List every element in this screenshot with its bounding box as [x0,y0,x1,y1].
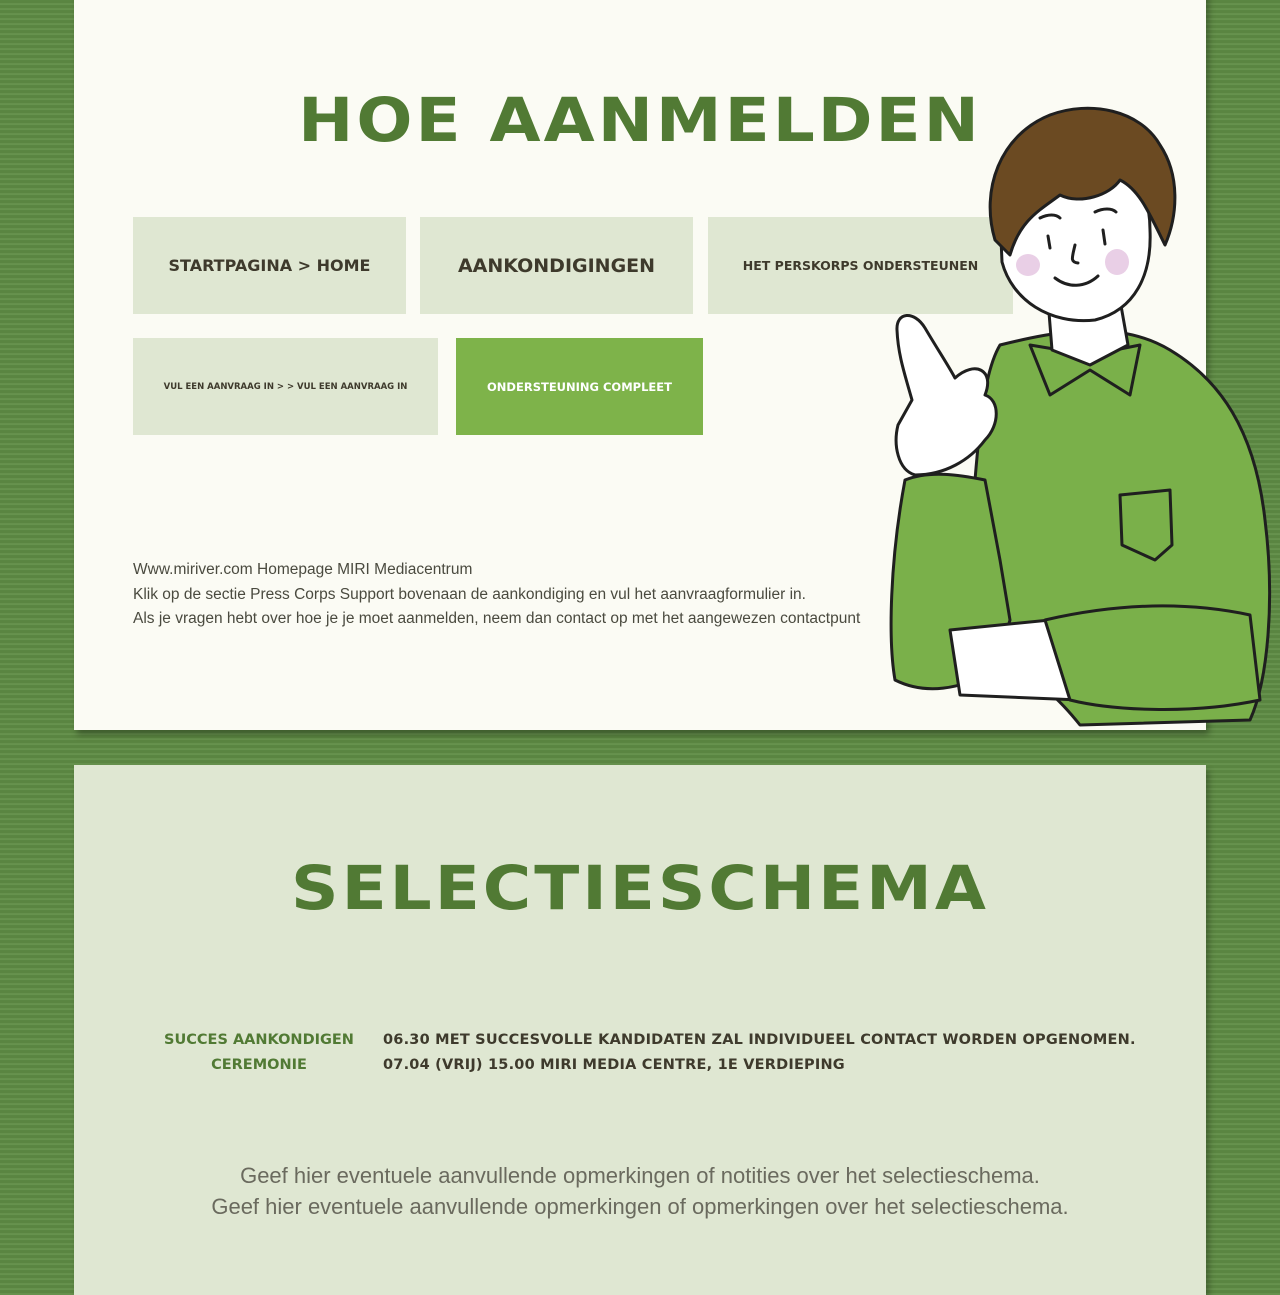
schedule-labels [150,1028,368,1078]
schedule-label: CEREMONIE [211,1057,307,1073]
instructions-text [133,558,860,632]
step-label: ONDERSTEUNING COMPLEET [487,379,672,394]
step-label: VUL EEN AANVRAAG IN > > VUL EEN AANVRAAG IN [163,381,408,392]
step-support-complete[interactable] [456,338,703,435]
step-fill-request[interactable] [133,338,438,435]
step-label: STARTPAGINA > HOME [168,256,371,275]
schedule-value: 07.04 (VRIJ) 15.00 MIRI MEDIA CENTRE, 1E VERDIEPING [383,1057,845,1073]
schedule-note: Geef hier eventuele aanvullende opmerkingen of notities over het selectieschema. [240,1163,1040,1188]
how-to-apply-title: HOE AANMELDEN [298,85,982,156]
step-home[interactable] [133,217,406,314]
man-pointing-illustration [880,95,1280,735]
schedule-label: SUCCES AANKONDIGEN [164,1032,354,1048]
instruction-line: Klik op de sectie Press Corps Support bovenaan de aankondiging en vul het aanvraagformulier in. [133,585,806,603]
schedule-values [383,1028,1136,1078]
step-label: AANKONDIGINGEN [457,254,656,277]
instruction-line: Www.miriver.com Homepage MIRI Mediacentrum [133,561,473,578]
step-announcements[interactable] [420,217,693,314]
step-label: HET PERSKORPS ONDERSTEUNEN [742,258,979,273]
instruction-line: Als je vragen hebt over hoe je je moet aanmelden, neem dan contact op met het aangewezen contactpunt [133,610,861,627]
schedule-note: Geef hier eventuele aanvullende opmerkingen of opmerkingen over het selectieschema. [211,1194,1069,1219]
schedule-notes [0,1160,1280,1222]
schedule-value: 06.30 MET SUCCESVOLLE KANDIDATEN ZAL INDIVIDUEEL CONTACT WORDEN OPGENOMEN. [383,1032,1136,1048]
selection-schedule-title: SELECTIESCHEMA [291,853,989,924]
